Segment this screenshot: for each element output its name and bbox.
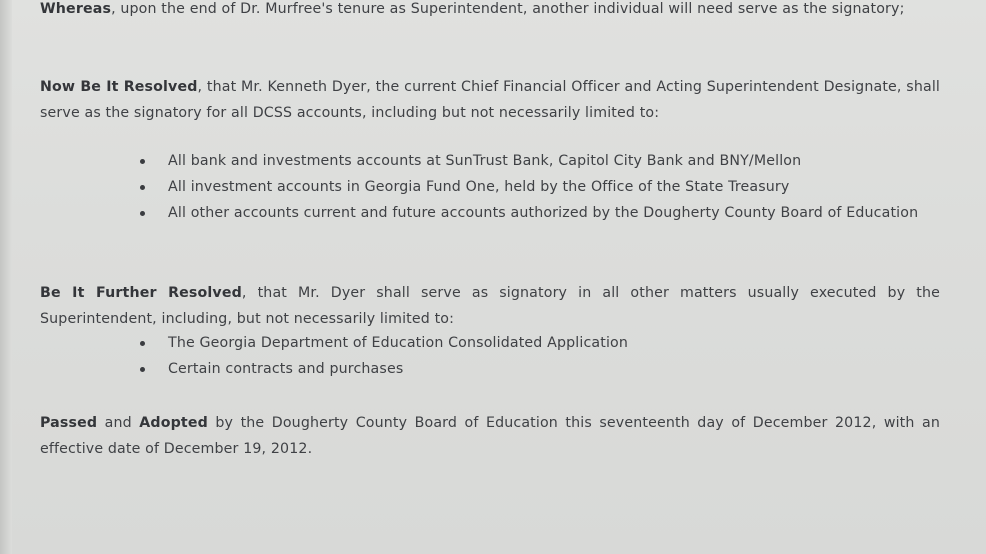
list-item: All bank and investments accounts at SunTrust Bank, Capitol City Bank and BNY/Mellon [168,148,934,174]
list-item: All other accounts current and future accounts authorized by the Dougherty County Board of Education [168,200,934,226]
bullet-icon [140,211,145,216]
page-edge-shadow [0,0,12,554]
bullet-icon [140,159,145,164]
passed-lead: Passed [40,415,98,431]
list-item: All investment accounts in Georgia Fund One, held by the Office of the State Treasury [168,174,934,200]
accounts-list [168,148,934,226]
list-item: The Georgia Department of Education Consolidated Application [168,330,928,356]
further-lead: Be It Further Resolved [40,285,242,301]
adopted-lead: Adopted [139,415,208,431]
passed-mid: and [97,415,140,431]
whereas-lead: Whereas [40,1,112,17]
matters-list [168,330,928,382]
bullet-icon [140,367,145,372]
list-item: Certain contracts and purchases [168,356,928,382]
resolved-lead: Now Be It Resolved [40,79,198,95]
further-resolved-paragraph [40,280,940,332]
resolved-text: , that Mr. Kenneth Dyer, the current Chief Financial Officer and Acting Superintendent Designate, shall serve as the signatory for all DCSS accounts, including but not necessarily limited to: [40,79,940,121]
whereas-paragraph [40,0,940,22]
bullet-icon [140,341,145,346]
further-text: , that Mr. Dyer shall serve as signatory in all other matters usually executed by the Superintendent, including, but not necessarily limited to: [40,285,940,327]
passed-paragraph [40,410,940,462]
bullet-icon [140,185,145,190]
whereas-text: , upon the end of Dr. Murfree's tenure as Superintendent, another individual will need serve as the signatory; [111,1,905,17]
passed-text: by the Dougherty County Board of Education this seventeenth day of December 2012, with an effective date of December 19, 2012. [40,415,940,457]
resolved-paragraph [40,74,940,126]
